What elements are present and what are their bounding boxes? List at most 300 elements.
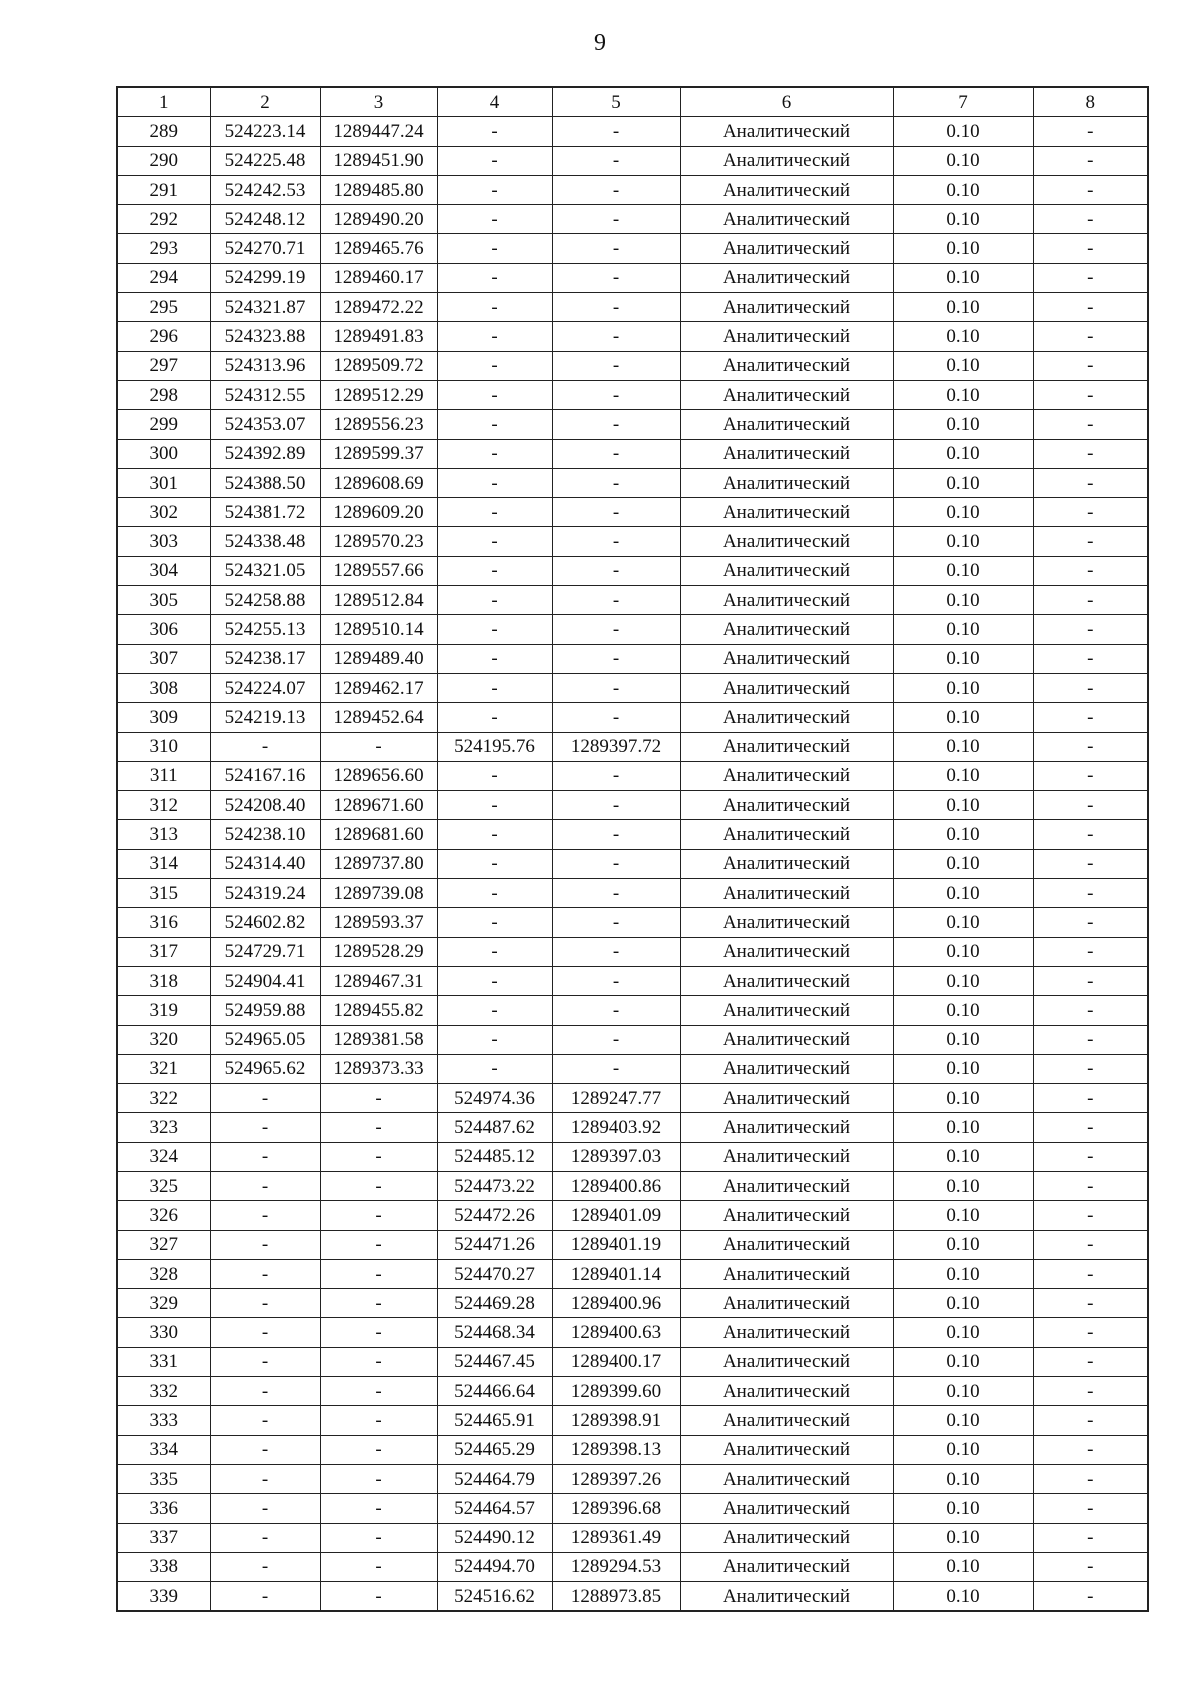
point-number-cell: 289 (117, 117, 210, 146)
coord-x-alt-cell: 524487.62 (437, 1113, 552, 1142)
point-number-cell: 314 (117, 849, 210, 878)
coord-y-cell: 1289455.82 (320, 996, 437, 1025)
method-cell: Аналитический (680, 849, 893, 878)
method-cell: Аналитический (680, 556, 893, 585)
coord-x-cell: - (210, 1289, 320, 1318)
note-cell: - (1033, 1464, 1148, 1493)
note-cell: - (1033, 644, 1148, 673)
coord-y-alt-cell: - (552, 879, 680, 908)
point-number-cell: 326 (117, 1201, 210, 1230)
coord-x-alt-cell: - (437, 996, 552, 1025)
coord-x-cell: - (210, 1113, 320, 1142)
coord-y-cell: - (320, 1171, 437, 1200)
coord-y-cell: - (320, 1347, 437, 1376)
table-row (117, 205, 1148, 234)
accuracy-cell: 0.10 (893, 1289, 1033, 1318)
note-cell: - (1033, 410, 1148, 439)
coord-x-cell: 524729.71 (210, 937, 320, 966)
coord-x-alt-cell: - (437, 351, 552, 380)
method-cell: Аналитический (680, 351, 893, 380)
coord-y-alt-cell: 1289247.77 (552, 1084, 680, 1113)
note-cell: - (1033, 966, 1148, 995)
coord-y-alt-cell: 1289400.17 (552, 1347, 680, 1376)
table-row (117, 175, 1148, 204)
coord-x-cell: - (210, 1435, 320, 1464)
coord-x-alt-cell: 524464.57 (437, 1494, 552, 1523)
coord-x-cell: 524219.13 (210, 703, 320, 732)
coord-x-alt-cell: 524470.27 (437, 1259, 552, 1288)
point-number-cell: 299 (117, 410, 210, 439)
note-cell: - (1033, 1406, 1148, 1435)
note-cell: - (1033, 1201, 1148, 1230)
coord-x-cell: 524313.96 (210, 351, 320, 380)
column-header: 7 (893, 87, 1033, 117)
coord-y-cell: - (320, 1406, 437, 1435)
coord-x-alt-cell: - (437, 1025, 552, 1054)
note-cell: - (1033, 439, 1148, 468)
coord-x-cell: 524319.24 (210, 879, 320, 908)
coord-x-cell: 524225.48 (210, 146, 320, 175)
note-cell: - (1033, 293, 1148, 322)
coord-x-cell: 524959.88 (210, 996, 320, 1025)
coord-x-alt-cell: - (437, 117, 552, 146)
table-row (117, 117, 1148, 146)
table-row (117, 293, 1148, 322)
coord-y-alt-cell: - (552, 761, 680, 790)
method-cell: Аналитический (680, 1025, 893, 1054)
accuracy-cell: 0.10 (893, 1318, 1033, 1347)
accuracy-cell: 0.10 (893, 1054, 1033, 1083)
point-number-cell: 303 (117, 527, 210, 556)
coord-x-cell: 524338.48 (210, 527, 320, 556)
coord-x-cell: - (210, 1171, 320, 1200)
coord-x-alt-cell: 524468.34 (437, 1318, 552, 1347)
note-cell: - (1033, 1230, 1148, 1259)
coord-y-alt-cell: - (552, 439, 680, 468)
note-cell: - (1033, 1171, 1148, 1200)
table-row (117, 1318, 1148, 1347)
coord-y-alt-cell: - (552, 908, 680, 937)
table-row (117, 820, 1148, 849)
table-row (117, 351, 1148, 380)
note-cell: - (1033, 263, 1148, 292)
coord-x-alt-cell: - (437, 791, 552, 820)
note-cell: - (1033, 849, 1148, 878)
coord-x-cell: 524965.05 (210, 1025, 320, 1054)
method-cell: Аналитический (680, 410, 893, 439)
coord-y-alt-cell: 1289400.63 (552, 1318, 680, 1347)
coord-x-alt-cell: 524467.45 (437, 1347, 552, 1376)
point-number-cell: 337 (117, 1523, 210, 1552)
column-header: 8 (1033, 87, 1148, 117)
table-row (117, 410, 1148, 439)
note-cell: - (1033, 1494, 1148, 1523)
coord-y-cell: - (320, 1318, 437, 1347)
point-number-cell: 312 (117, 791, 210, 820)
accuracy-cell: 0.10 (893, 1552, 1033, 1581)
method-cell: Аналитический (680, 1289, 893, 1318)
coord-y-alt-cell: - (552, 410, 680, 439)
column-header: 5 (552, 87, 680, 117)
table-row (117, 615, 1148, 644)
coord-y-alt-cell: - (552, 556, 680, 585)
point-number-cell: 291 (117, 175, 210, 204)
note-cell: - (1033, 1113, 1148, 1142)
note-cell: - (1033, 468, 1148, 497)
coord-x-alt-cell: - (437, 175, 552, 204)
note-cell: - (1033, 879, 1148, 908)
coord-y-cell: - (320, 1289, 437, 1318)
coord-y-alt-cell: - (552, 644, 680, 673)
method-cell: Аналитический (680, 586, 893, 615)
coord-y-cell: 1289656.60 (320, 761, 437, 790)
coord-y-cell: - (320, 1230, 437, 1259)
coord-x-alt-cell: 524490.12 (437, 1523, 552, 1552)
note-cell: - (1033, 1347, 1148, 1376)
coord-x-alt-cell: 524516.62 (437, 1582, 552, 1612)
coord-y-alt-cell: - (552, 673, 680, 702)
coord-y-cell: 1289472.22 (320, 293, 437, 322)
coord-x-cell: 524242.53 (210, 175, 320, 204)
method-cell: Аналитический (680, 1406, 893, 1435)
accuracy-cell: 0.10 (893, 732, 1033, 761)
coord-y-cell: 1289467.31 (320, 966, 437, 995)
method-cell: Аналитический (680, 1347, 893, 1376)
coord-x-cell: 524299.19 (210, 263, 320, 292)
accuracy-cell: 0.10 (893, 1347, 1033, 1376)
coord-y-alt-cell: 1289399.60 (552, 1377, 680, 1406)
table-row (117, 703, 1148, 732)
coord-x-alt-cell: - (437, 703, 552, 732)
table-row (117, 527, 1148, 556)
table-row (117, 1230, 1148, 1259)
note-cell: - (1033, 527, 1148, 556)
note-cell: - (1033, 498, 1148, 527)
coord-x-alt-cell: - (437, 1054, 552, 1083)
point-number-cell: 308 (117, 673, 210, 702)
point-number-cell: 324 (117, 1142, 210, 1171)
coord-y-cell: 1289599.37 (320, 439, 437, 468)
method-cell: Аналитический (680, 937, 893, 966)
table-row (117, 1435, 1148, 1464)
note-cell: - (1033, 820, 1148, 849)
table-row (117, 1582, 1148, 1612)
method-cell: Аналитический (680, 1230, 893, 1259)
accuracy-cell: 0.10 (893, 908, 1033, 937)
coord-x-alt-cell: 524465.29 (437, 1435, 552, 1464)
table-body (117, 117, 1148, 1612)
coord-y-alt-cell: - (552, 527, 680, 556)
point-number-cell: 305 (117, 586, 210, 615)
coord-y-cell: 1289737.80 (320, 849, 437, 878)
table-row (117, 556, 1148, 585)
method-cell: Аналитический (680, 293, 893, 322)
accuracy-cell: 0.10 (893, 703, 1033, 732)
coord-x-cell: - (210, 1084, 320, 1113)
method-cell: Аналитический (680, 761, 893, 790)
note-cell: - (1033, 908, 1148, 937)
note-cell: - (1033, 1318, 1148, 1347)
note-cell: - (1033, 146, 1148, 175)
coord-y-alt-cell: 1289400.96 (552, 1289, 680, 1318)
method-cell: Аналитический (680, 1084, 893, 1113)
method-cell: Аналитический (680, 1523, 893, 1552)
table-row (117, 879, 1148, 908)
coord-x-alt-cell: - (437, 761, 552, 790)
coord-y-alt-cell: 1289361.49 (552, 1523, 680, 1552)
accuracy-cell: 0.10 (893, 1201, 1033, 1230)
table-row (117, 380, 1148, 409)
accuracy-cell: 0.10 (893, 1230, 1033, 1259)
point-number-cell: 331 (117, 1347, 210, 1376)
note-cell: - (1033, 586, 1148, 615)
note-cell: - (1033, 322, 1148, 351)
coord-x-cell: 524248.12 (210, 205, 320, 234)
method-cell: Аналитический (680, 1259, 893, 1288)
coord-x-alt-cell: - (437, 937, 552, 966)
coord-x-alt-cell: - (437, 527, 552, 556)
coord-x-alt-cell: - (437, 380, 552, 409)
point-number-cell: 311 (117, 761, 210, 790)
point-number-cell: 306 (117, 615, 210, 644)
page-number: 9 (594, 30, 606, 56)
accuracy-cell: 0.10 (893, 527, 1033, 556)
method-cell: Аналитический (680, 879, 893, 908)
coord-x-cell: 524258.88 (210, 586, 320, 615)
coord-x-cell: 524904.41 (210, 966, 320, 995)
accuracy-cell: 0.10 (893, 380, 1033, 409)
accuracy-cell: 0.10 (893, 351, 1033, 380)
coord-y-alt-cell: - (552, 615, 680, 644)
accuracy-cell: 0.10 (893, 644, 1033, 673)
coord-x-alt-cell: 524464.79 (437, 1464, 552, 1493)
table-row (117, 1084, 1148, 1113)
accuracy-cell: 0.10 (893, 1435, 1033, 1464)
coord-x-alt-cell: 524466.64 (437, 1377, 552, 1406)
coord-x-alt-cell: 524471.26 (437, 1230, 552, 1259)
coord-y-alt-cell: - (552, 322, 680, 351)
accuracy-cell: 0.10 (893, 293, 1033, 322)
accuracy-cell: 0.10 (893, 1377, 1033, 1406)
coord-y-cell: - (320, 1494, 437, 1523)
column-header: 4 (437, 87, 552, 117)
coord-y-cell: 1289490.20 (320, 205, 437, 234)
coord-x-cell: - (210, 1201, 320, 1230)
method-cell: Аналитический (680, 673, 893, 702)
coord-y-cell: 1289512.29 (320, 380, 437, 409)
note-cell: - (1033, 205, 1148, 234)
coord-x-cell: - (210, 732, 320, 761)
coord-y-alt-cell: 1289397.72 (552, 732, 680, 761)
coord-y-alt-cell: - (552, 263, 680, 292)
coord-y-cell: 1289489.40 (320, 644, 437, 673)
coord-x-alt-cell: - (437, 966, 552, 995)
table-row (117, 791, 1148, 820)
table-row (117, 732, 1148, 761)
accuracy-cell: 0.10 (893, 937, 1033, 966)
table-row (117, 937, 1148, 966)
accuracy-cell: 0.10 (893, 1523, 1033, 1552)
note-cell: - (1033, 234, 1148, 263)
coord-y-alt-cell: - (552, 937, 680, 966)
accuracy-cell: 0.10 (893, 673, 1033, 702)
method-cell: Аналитический (680, 380, 893, 409)
method-cell: Аналитический (680, 1142, 893, 1171)
note-cell: - (1033, 761, 1148, 790)
coord-y-cell: 1289593.37 (320, 908, 437, 937)
coord-x-alt-cell: 524465.91 (437, 1406, 552, 1435)
coord-y-cell: - (320, 1552, 437, 1581)
coord-y-cell: - (320, 1435, 437, 1464)
coord-y-cell: 1289739.08 (320, 879, 437, 908)
coord-y-alt-cell: - (552, 1025, 680, 1054)
table-row (117, 263, 1148, 292)
note-cell: - (1033, 673, 1148, 702)
point-number-cell: 292 (117, 205, 210, 234)
coord-x-cell: - (210, 1494, 320, 1523)
coord-y-cell: - (320, 1259, 437, 1288)
coord-x-cell: 524167.16 (210, 761, 320, 790)
table-row (117, 146, 1148, 175)
accuracy-cell: 0.10 (893, 586, 1033, 615)
method-cell: Аналитический (680, 1054, 893, 1083)
coord-x-cell: 524208.40 (210, 791, 320, 820)
coord-y-cell: 1289509.72 (320, 351, 437, 380)
point-number-cell: 339 (117, 1582, 210, 1612)
note-cell: - (1033, 380, 1148, 409)
accuracy-cell: 0.10 (893, 234, 1033, 263)
coord-y-cell: 1289460.17 (320, 263, 437, 292)
point-number-cell: 327 (117, 1230, 210, 1259)
coord-x-cell: 524314.40 (210, 849, 320, 878)
accuracy-cell: 0.10 (893, 761, 1033, 790)
point-number-cell: 328 (117, 1259, 210, 1288)
coord-x-cell: - (210, 1523, 320, 1552)
coord-y-alt-cell: 1289403.92 (552, 1113, 680, 1142)
coord-y-alt-cell: - (552, 175, 680, 204)
coord-y-alt-cell: - (552, 1054, 680, 1083)
note-cell: - (1033, 1142, 1148, 1171)
accuracy-cell: 0.10 (893, 1582, 1033, 1612)
point-number-cell: 296 (117, 322, 210, 351)
coord-y-alt-cell: - (552, 380, 680, 409)
accuracy-cell: 0.10 (893, 1084, 1033, 1113)
note-cell: - (1033, 1289, 1148, 1318)
point-number-cell: 318 (117, 966, 210, 995)
coord-y-alt-cell: 1289294.53 (552, 1552, 680, 1581)
point-number-cell: 298 (117, 380, 210, 409)
point-number-cell: 330 (117, 1318, 210, 1347)
note-cell: - (1033, 1523, 1148, 1552)
table-row (117, 1025, 1148, 1054)
table-row (117, 468, 1148, 497)
table-row (117, 1494, 1148, 1523)
table-row (117, 586, 1148, 615)
note-cell: - (1033, 615, 1148, 644)
coord-x-cell: 524321.87 (210, 293, 320, 322)
coord-x-cell: - (210, 1230, 320, 1259)
method-cell: Аналитический (680, 615, 893, 644)
coord-y-cell: 1289465.76 (320, 234, 437, 263)
accuracy-cell: 0.10 (893, 966, 1033, 995)
method-cell: Аналитический (680, 234, 893, 263)
accuracy-cell: 0.10 (893, 468, 1033, 497)
coord-y-cell: - (320, 1464, 437, 1493)
note-cell: - (1033, 556, 1148, 585)
table-row (117, 1523, 1148, 1552)
coord-y-alt-cell: - (552, 117, 680, 146)
point-number-cell: 301 (117, 468, 210, 497)
accuracy-cell: 0.10 (893, 615, 1033, 644)
coord-y-alt-cell: - (552, 966, 680, 995)
coord-x-cell: - (210, 1318, 320, 1347)
coord-x-cell: - (210, 1552, 320, 1581)
note-cell: - (1033, 1054, 1148, 1083)
accuracy-cell: 0.10 (893, 1113, 1033, 1142)
table-row (117, 1142, 1148, 1171)
coord-x-cell: 524223.14 (210, 117, 320, 146)
coord-y-alt-cell: 1289398.91 (552, 1406, 680, 1435)
coord-x-cell: - (210, 1377, 320, 1406)
coord-x-alt-cell: - (437, 556, 552, 585)
table-row (117, 644, 1148, 673)
note-cell: - (1033, 1377, 1148, 1406)
table-row (117, 1171, 1148, 1200)
accuracy-cell: 0.10 (893, 791, 1033, 820)
method-cell: Аналитический (680, 703, 893, 732)
coord-y-alt-cell: - (552, 996, 680, 1025)
table-row (117, 234, 1148, 263)
method-cell: Аналитический (680, 1582, 893, 1612)
point-number-cell: 333 (117, 1406, 210, 1435)
coord-y-cell: 1289381.58 (320, 1025, 437, 1054)
table-row (117, 1377, 1148, 1406)
coord-x-cell: 524353.07 (210, 410, 320, 439)
note-cell: - (1033, 1552, 1148, 1581)
accuracy-cell: 0.10 (893, 1142, 1033, 1171)
note-cell: - (1033, 937, 1148, 966)
point-number-cell: 307 (117, 644, 210, 673)
accuracy-cell: 0.10 (893, 1259, 1033, 1288)
coord-y-cell: - (320, 732, 437, 761)
coord-x-cell: 524381.72 (210, 498, 320, 527)
method-cell: Аналитический (680, 732, 893, 761)
coord-y-cell: 1289608.69 (320, 468, 437, 497)
accuracy-cell: 0.10 (893, 1464, 1033, 1493)
coord-x-alt-cell: - (437, 498, 552, 527)
coord-x-alt-cell: - (437, 439, 552, 468)
coord-y-cell: 1289512.84 (320, 586, 437, 615)
coord-x-alt-cell: - (437, 234, 552, 263)
point-number-cell: 315 (117, 879, 210, 908)
coord-y-alt-cell: 1289400.86 (552, 1171, 680, 1200)
coord-y-alt-cell: - (552, 498, 680, 527)
method-cell: Аналитический (680, 1201, 893, 1230)
point-number-cell: 336 (117, 1494, 210, 1523)
point-number-cell: 300 (117, 439, 210, 468)
coord-x-alt-cell: - (437, 673, 552, 702)
accuracy-cell: 0.10 (893, 1406, 1033, 1435)
table-row (117, 849, 1148, 878)
coord-y-alt-cell: 1288973.85 (552, 1582, 680, 1612)
coord-x-cell: 524312.55 (210, 380, 320, 409)
table-row (117, 1289, 1148, 1318)
note-cell: - (1033, 703, 1148, 732)
coord-y-alt-cell: 1289396.68 (552, 1494, 680, 1523)
point-number-cell: 325 (117, 1171, 210, 1200)
coord-x-cell: - (210, 1464, 320, 1493)
accuracy-cell: 0.10 (893, 439, 1033, 468)
